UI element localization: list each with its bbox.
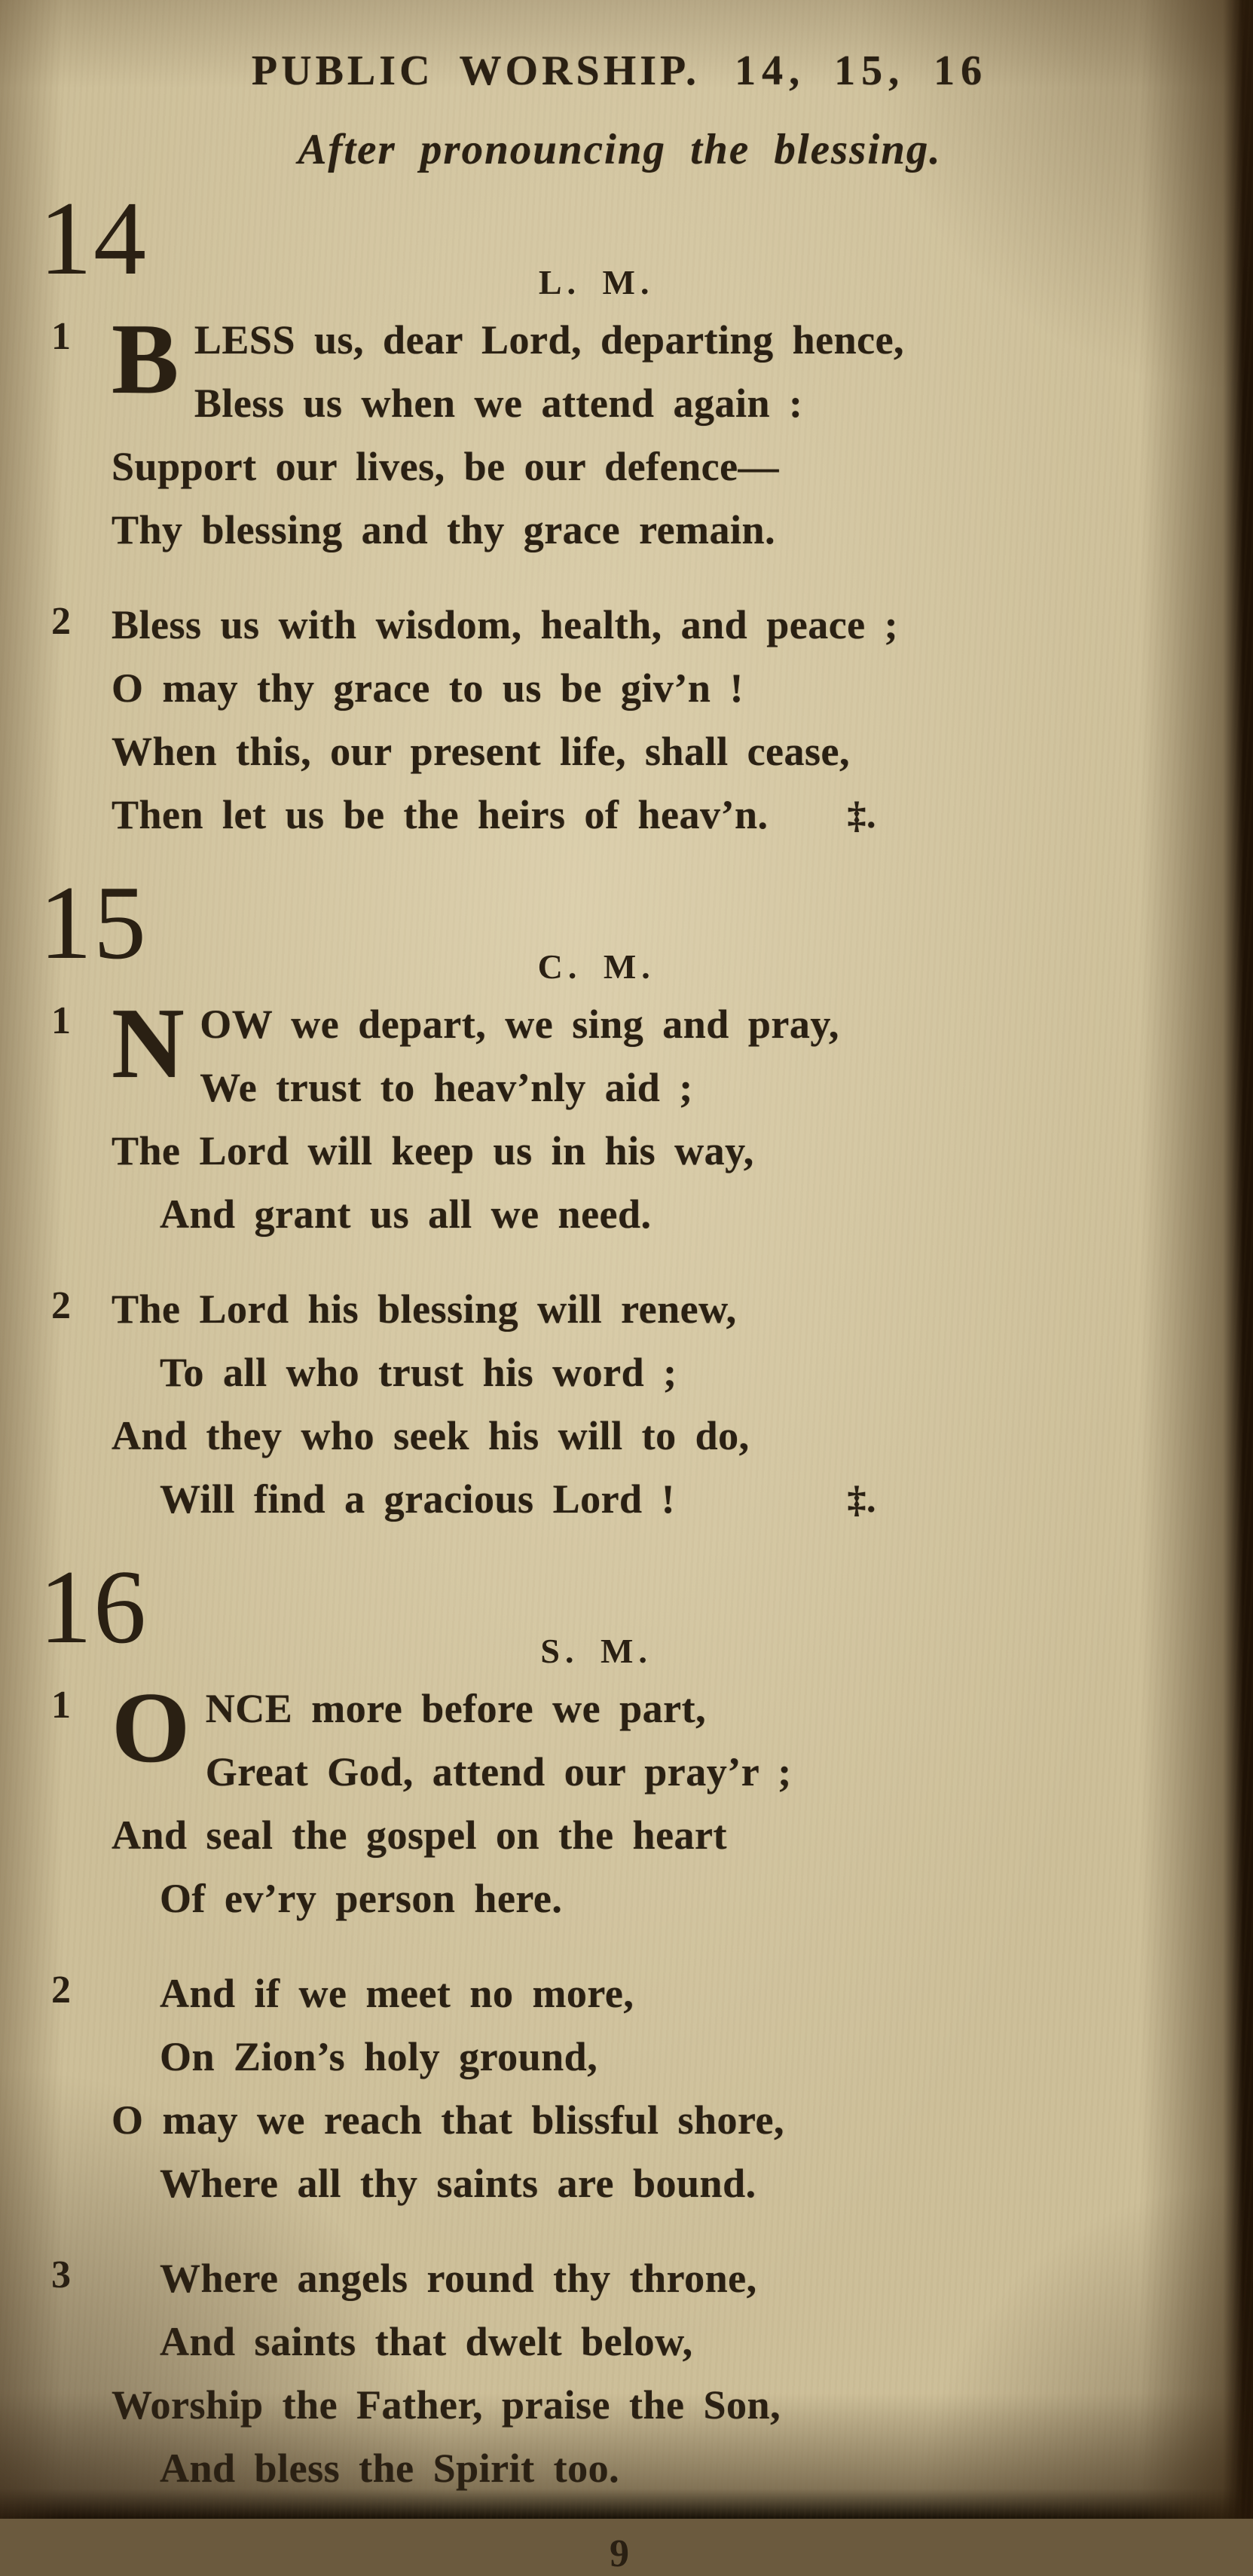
verse-line: Will find a gracious Lord ! ‡. bbox=[160, 1467, 1200, 1531]
verse-lines bbox=[112, 303, 1200, 561]
verse bbox=[39, 2247, 1200, 2500]
verse-line: And seal the gospel on the heart bbox=[112, 1813, 728, 1858]
verse bbox=[39, 303, 1200, 561]
verse-number: 1 bbox=[51, 315, 71, 358]
hymn-meter: S. M. bbox=[540, 1632, 652, 1670]
verse-line: Then let us be the heirs of heav’n. ‡. bbox=[112, 783, 1200, 846]
hymn-number: 15 bbox=[39, 864, 148, 981]
verse-number: 1 bbox=[51, 1684, 71, 1727]
hymn bbox=[39, 1549, 1200, 2500]
verse-line: Bless us with wisdom, health, and peace ; bbox=[112, 602, 899, 647]
verse-line: Where all thy saints are bound. bbox=[160, 2161, 756, 2206]
verse bbox=[39, 1277, 1200, 1531]
verse-line: The Lord will keep us in his way, bbox=[112, 1128, 754, 1173]
verse-lines bbox=[112, 2247, 1200, 2500]
verse-line: BLESS us, dear Lord, departing hence, bbox=[112, 303, 905, 415]
verse-line: Great God, attend our pray’r ; bbox=[205, 1749, 792, 1794]
verse-line: We trust to heav’nly aid ; bbox=[200, 1065, 693, 1110]
verse-line: NOW we depart, we sing and pray, bbox=[112, 987, 839, 1099]
verse-lines bbox=[112, 987, 1200, 1246]
verse-line: Where angels round thy throne, bbox=[160, 2256, 757, 2301]
verse-number: 1 bbox=[51, 999, 71, 1042]
verse-line: Worship the Father, praise the Son, bbox=[112, 2382, 781, 2428]
verse-line: Of ev’ry person here. bbox=[160, 1876, 563, 1921]
verse-line: Thy blessing and thy grace remain. bbox=[112, 507, 776, 552]
verse-number: 3 bbox=[51, 2253, 71, 2296]
verse-line: On Zion’s holy ground, bbox=[160, 2034, 598, 2079]
verse-line: To all who trust his word ; bbox=[160, 1350, 677, 1395]
hymn-meter: C. M. bbox=[537, 947, 656, 986]
verse bbox=[39, 593, 1200, 846]
verse bbox=[39, 1962, 1200, 2215]
verse-line: ONCE more before we part, bbox=[112, 1672, 707, 1783]
verse-lines bbox=[112, 1672, 1200, 1930]
drop-cap-letter: B bbox=[112, 303, 179, 415]
verse-number: 2 bbox=[51, 600, 71, 643]
verse-line: And saints that dwelt below, bbox=[160, 2319, 693, 2364]
hymn bbox=[39, 180, 1200, 846]
drop-cap-letter: N bbox=[112, 987, 185, 1099]
verse-line: And they who seek his will to do, bbox=[112, 1413, 750, 1458]
page-number: 9 bbox=[610, 2532, 630, 2575]
verse-lines bbox=[112, 1277, 1200, 1531]
verse-line: The Lord his blessing will renew, bbox=[112, 1286, 737, 1332]
double-dagger-mark: ‡. bbox=[847, 794, 876, 836]
verse-line: Bless us when we attend again : bbox=[194, 381, 803, 426]
hymn-number: 16 bbox=[39, 1549, 148, 1666]
verse-line: When this, our present life, shall cease, bbox=[112, 729, 851, 774]
hymn-header bbox=[39, 1549, 1200, 1677]
verse bbox=[39, 1672, 1200, 1930]
verse-lines bbox=[112, 593, 1200, 846]
verse-line: O may we reach that blissful shore, bbox=[112, 2097, 784, 2143]
drop-cap-letter: O bbox=[112, 1672, 191, 1783]
hymn-meter: L. M. bbox=[538, 263, 655, 301]
double-dagger-mark: ‡. bbox=[847, 1478, 876, 1520]
verse-line: And bless the Spirit too. bbox=[160, 2446, 620, 2491]
verse-line: And grant us all we need. bbox=[160, 1192, 652, 1237]
blessing-subtitle: After pronouncing the blessing. bbox=[298, 126, 942, 173]
verse-number: 2 bbox=[51, 1969, 71, 2012]
hymn-header bbox=[39, 180, 1200, 308]
verse-number: 2 bbox=[51, 1284, 71, 1327]
hymn-header bbox=[39, 864, 1200, 993]
verse-line: O may thy grace to us be giv’n ! bbox=[112, 665, 744, 711]
running-header-title: PUBLIC WORSHIP. bbox=[251, 47, 701, 94]
hymn bbox=[39, 864, 1200, 1531]
running-header-hymn-numbers: 14, 15, 16 bbox=[735, 47, 989, 94]
hymns bbox=[39, 180, 1200, 2500]
hymn-number: 14 bbox=[39, 180, 148, 297]
verse bbox=[39, 987, 1200, 1246]
verse-line: Support our lives, be our defence— bbox=[112, 444, 780, 489]
verse-line: And if we meet no more, bbox=[160, 1971, 634, 2016]
verse-lines bbox=[112, 1962, 1200, 2215]
running-header bbox=[39, 47, 1200, 95]
